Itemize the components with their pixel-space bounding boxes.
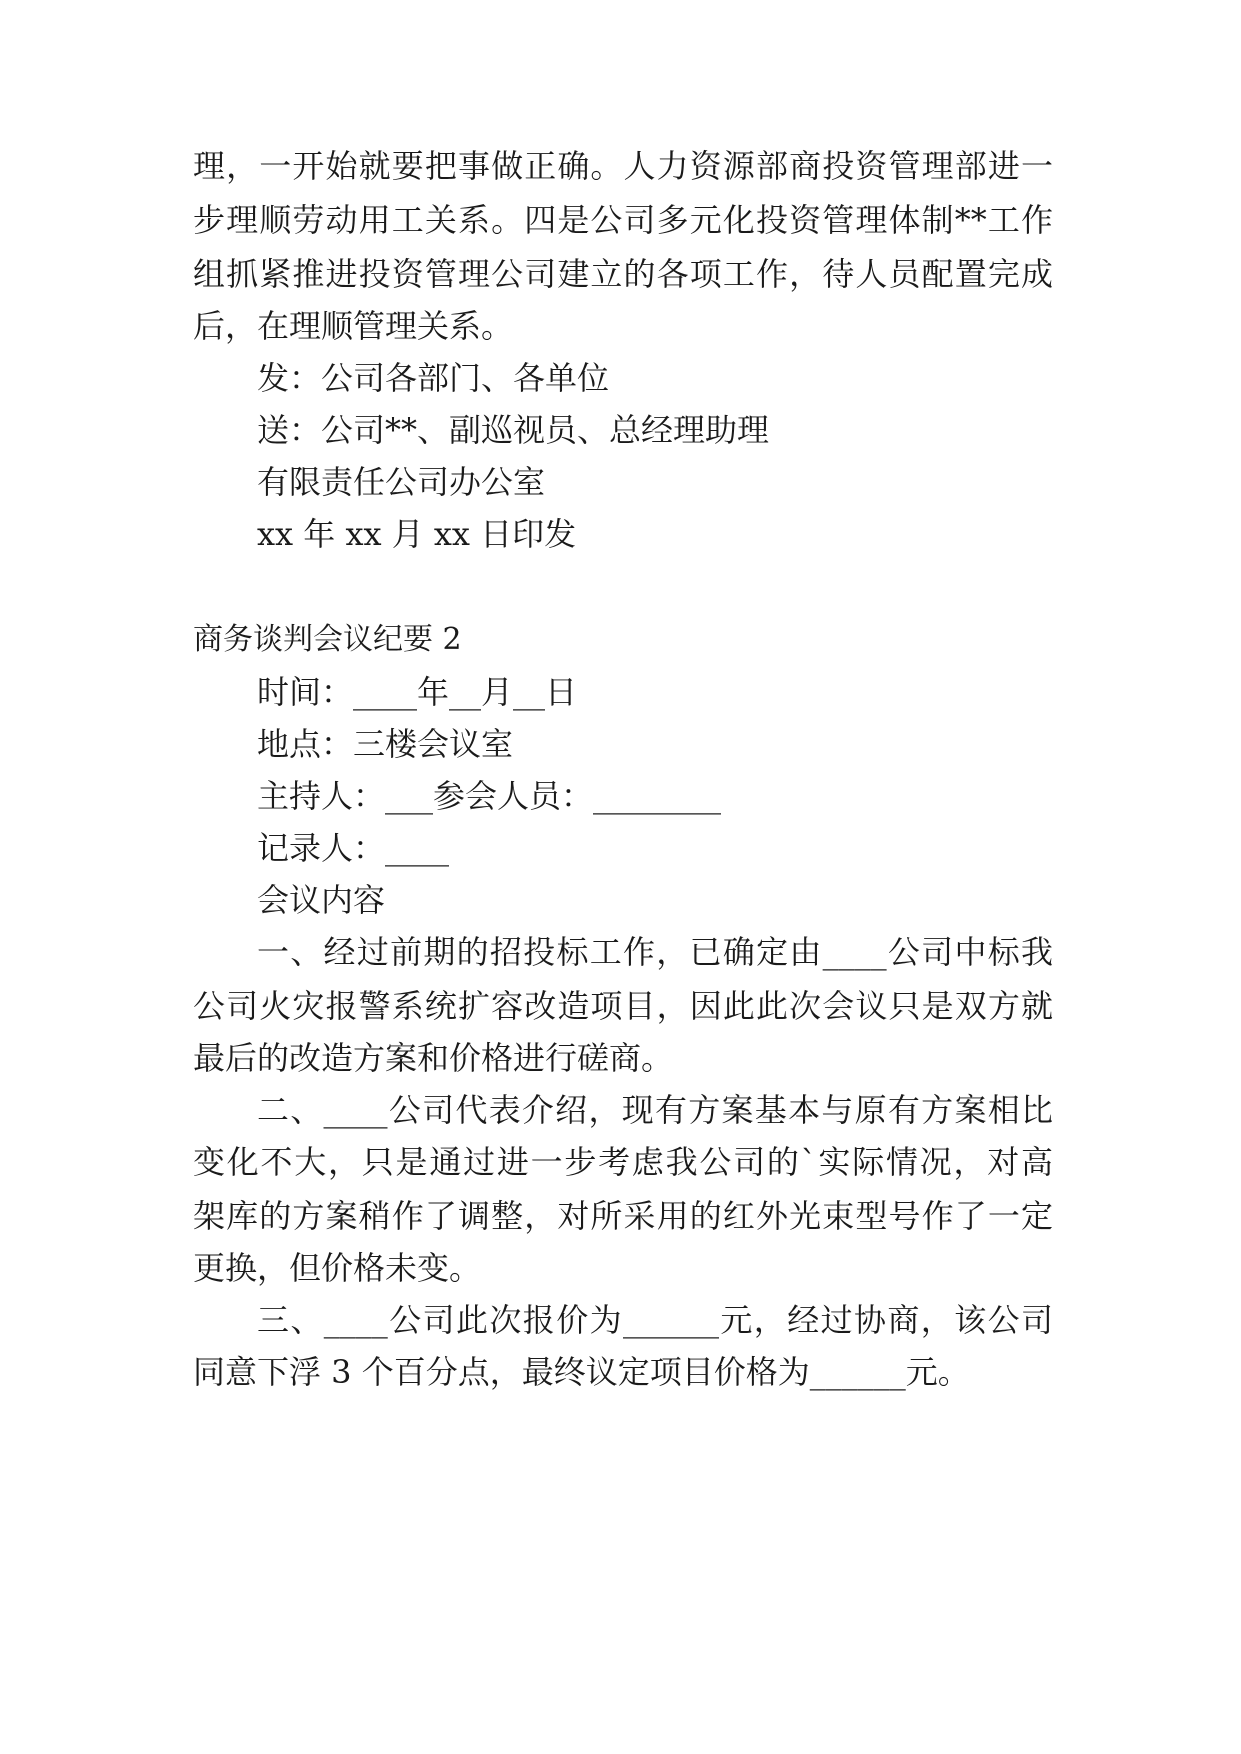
meeting-location: 地点：三楼会议室 — [257, 725, 514, 763]
meeting-recorder: 记录人：____ — [257, 829, 450, 867]
meeting-time: 时间：____年__月__日 — [257, 673, 578, 711]
meeting-host-attendees: 主持人：___参会人员：________ — [257, 777, 722, 815]
body-text-line: 理，一开始就要把事做正确。人力资源部商投资管理部进一 — [193, 147, 1053, 185]
body-text-line: 一、经过前期的招投标工作，已确定由____公司中标我 — [257, 933, 1053, 971]
section-title: 商务谈判会议纪要 2 — [193, 622, 462, 657]
body-text-line: 公司火灾报警系统扩容改造项目，因此此次会议只是双方就 — [193, 987, 1053, 1025]
issuer-line: 有限责任公司办公室 — [257, 463, 546, 501]
body-text-line: 二、____公司代表介绍，现有方案基本与原有方案相比 — [257, 1091, 1053, 1129]
body-text-line: 三、____公司此次报价为______元，经过协商，该公司 — [257, 1301, 1053, 1339]
body-text-line: 变化不大，只是通过进一步考虑我公司的`实际情况，对高 — [193, 1143, 1053, 1181]
body-text-line: 后，在理顺管理关系。 — [193, 307, 514, 345]
body-text-line: 更换，但价格未变。 — [193, 1249, 482, 1287]
body-text-line: 步理顺劳动用工关系。四是公司多元化投资管理体制**工作 — [193, 201, 1053, 239]
meeting-content-heading: 会议内容 — [257, 881, 386, 919]
body-text-line: 同意下浮 3 个百分点，最终议定项目价格为______元。 — [193, 1353, 970, 1391]
body-text-line: 组抓紧推进投资管理公司建立的各项工作，待人员配置完成 — [193, 255, 1053, 293]
body-text-line: 最后的改造方案和价格进行磋商。 — [193, 1039, 674, 1077]
distribution-line: 发：公司各部门、各单位 — [257, 359, 610, 397]
copy-to-line: 送：公司**、副巡视员、总经理助理 — [257, 411, 770, 449]
issue-date-line: xx 年 xx 月 xx 日印发 — [257, 515, 577, 553]
body-text-line: 架库的方案稍作了调整，对所采用的红外光束型号作了一定 — [193, 1197, 1053, 1235]
